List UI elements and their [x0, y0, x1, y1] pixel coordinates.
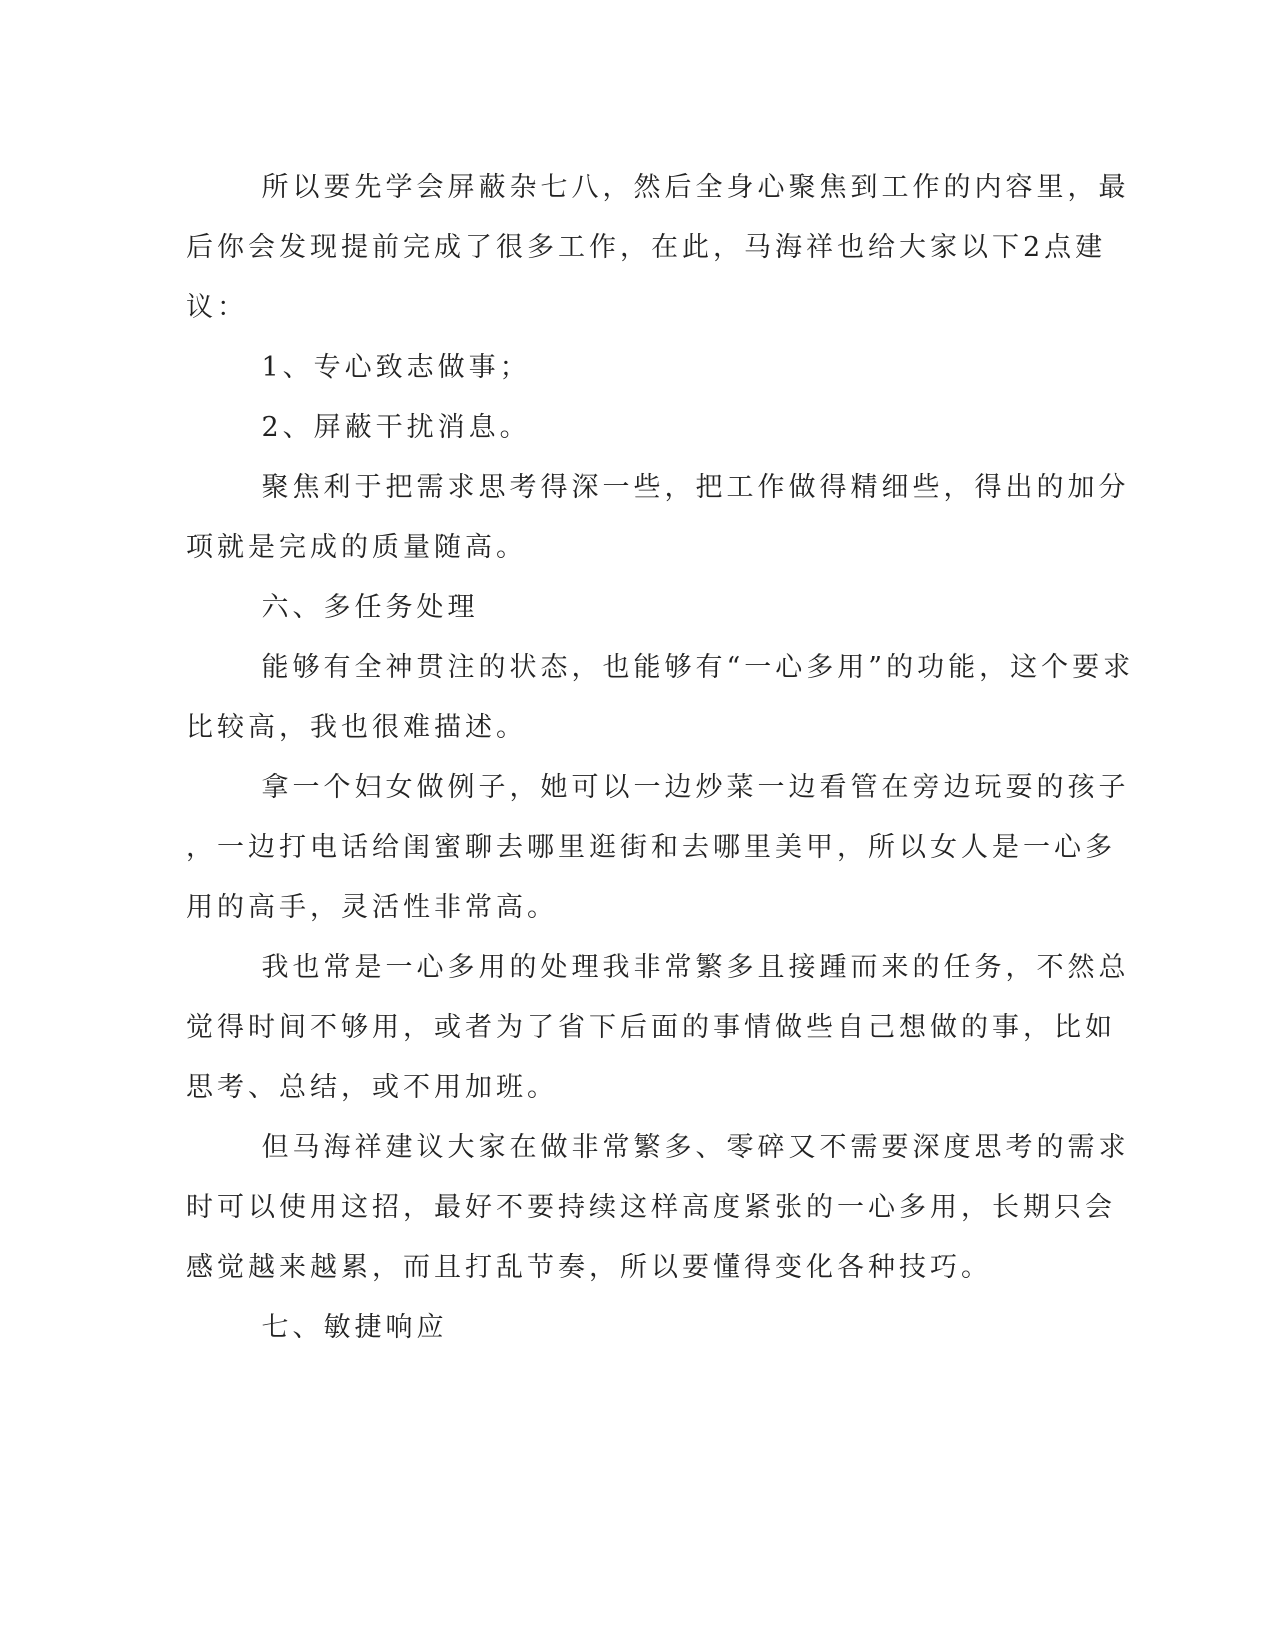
text-line: 拿一个妇女做例子，她可以一边炒菜一边看管在旁边玩耍的孩子 [186, 772, 1130, 803]
text-line: ，一边打电话给闺蜜聊去哪里逛街和去哪里美甲，所以女人是一心多 [186, 832, 1116, 863]
section-heading: 七、敏捷响应 [186, 1312, 448, 1343]
document-body [186, 158, 1135, 1358]
list-item: 1、专心致志做事； [186, 352, 531, 383]
text-line: 我也常是一心多用的处理我非常繁多且接踵而来的任务，不然总 [186, 952, 1130, 983]
text-line: 聚焦利于把需求思考得深一些，把工作做得精细些，得出的加分 [186, 472, 1130, 503]
text-line: 用的高手，灵活性非常高。 [186, 892, 558, 923]
text-line: 但马海祥建议大家在做非常繁多、零碎又不需要深度思考的需求 [186, 1132, 1130, 1163]
text-line: 项就是完成的质量随高。 [186, 532, 527, 563]
section-heading: 六、多任务处理 [186, 592, 479, 623]
text-line: 议： [186, 292, 248, 323]
text-line: 能够有全神贯注的状态，也能够有“一心多用”的功能，这个要求 [186, 652, 1135, 683]
text-line: 觉得时间不够用，或者为了省下后面的事情做些自己想做的事，比如 [186, 1012, 1116, 1043]
text-line: 感觉越来越累，而且打乱节奏，所以要懂得变化各种技巧。 [186, 1252, 992, 1283]
text-line: 所以要先学会屏蔽杂七八，然后全身心聚焦到工作的内容里，最 [186, 172, 1130, 203]
text-line: 比较高，我也很难描述。 [186, 712, 527, 743]
text-line: 思考、总结，或不用加班。 [186, 1072, 558, 1103]
text-line: 时可以使用这招，最好不要持续这样高度紧张的一心多用，长期只会 [186, 1192, 1116, 1223]
text-line: 后你会发现提前完成了很多工作，在此，马海祥也给大家以下2点建 [186, 232, 1107, 263]
list-item: 2、屏蔽干扰消息。 [186, 412, 531, 443]
